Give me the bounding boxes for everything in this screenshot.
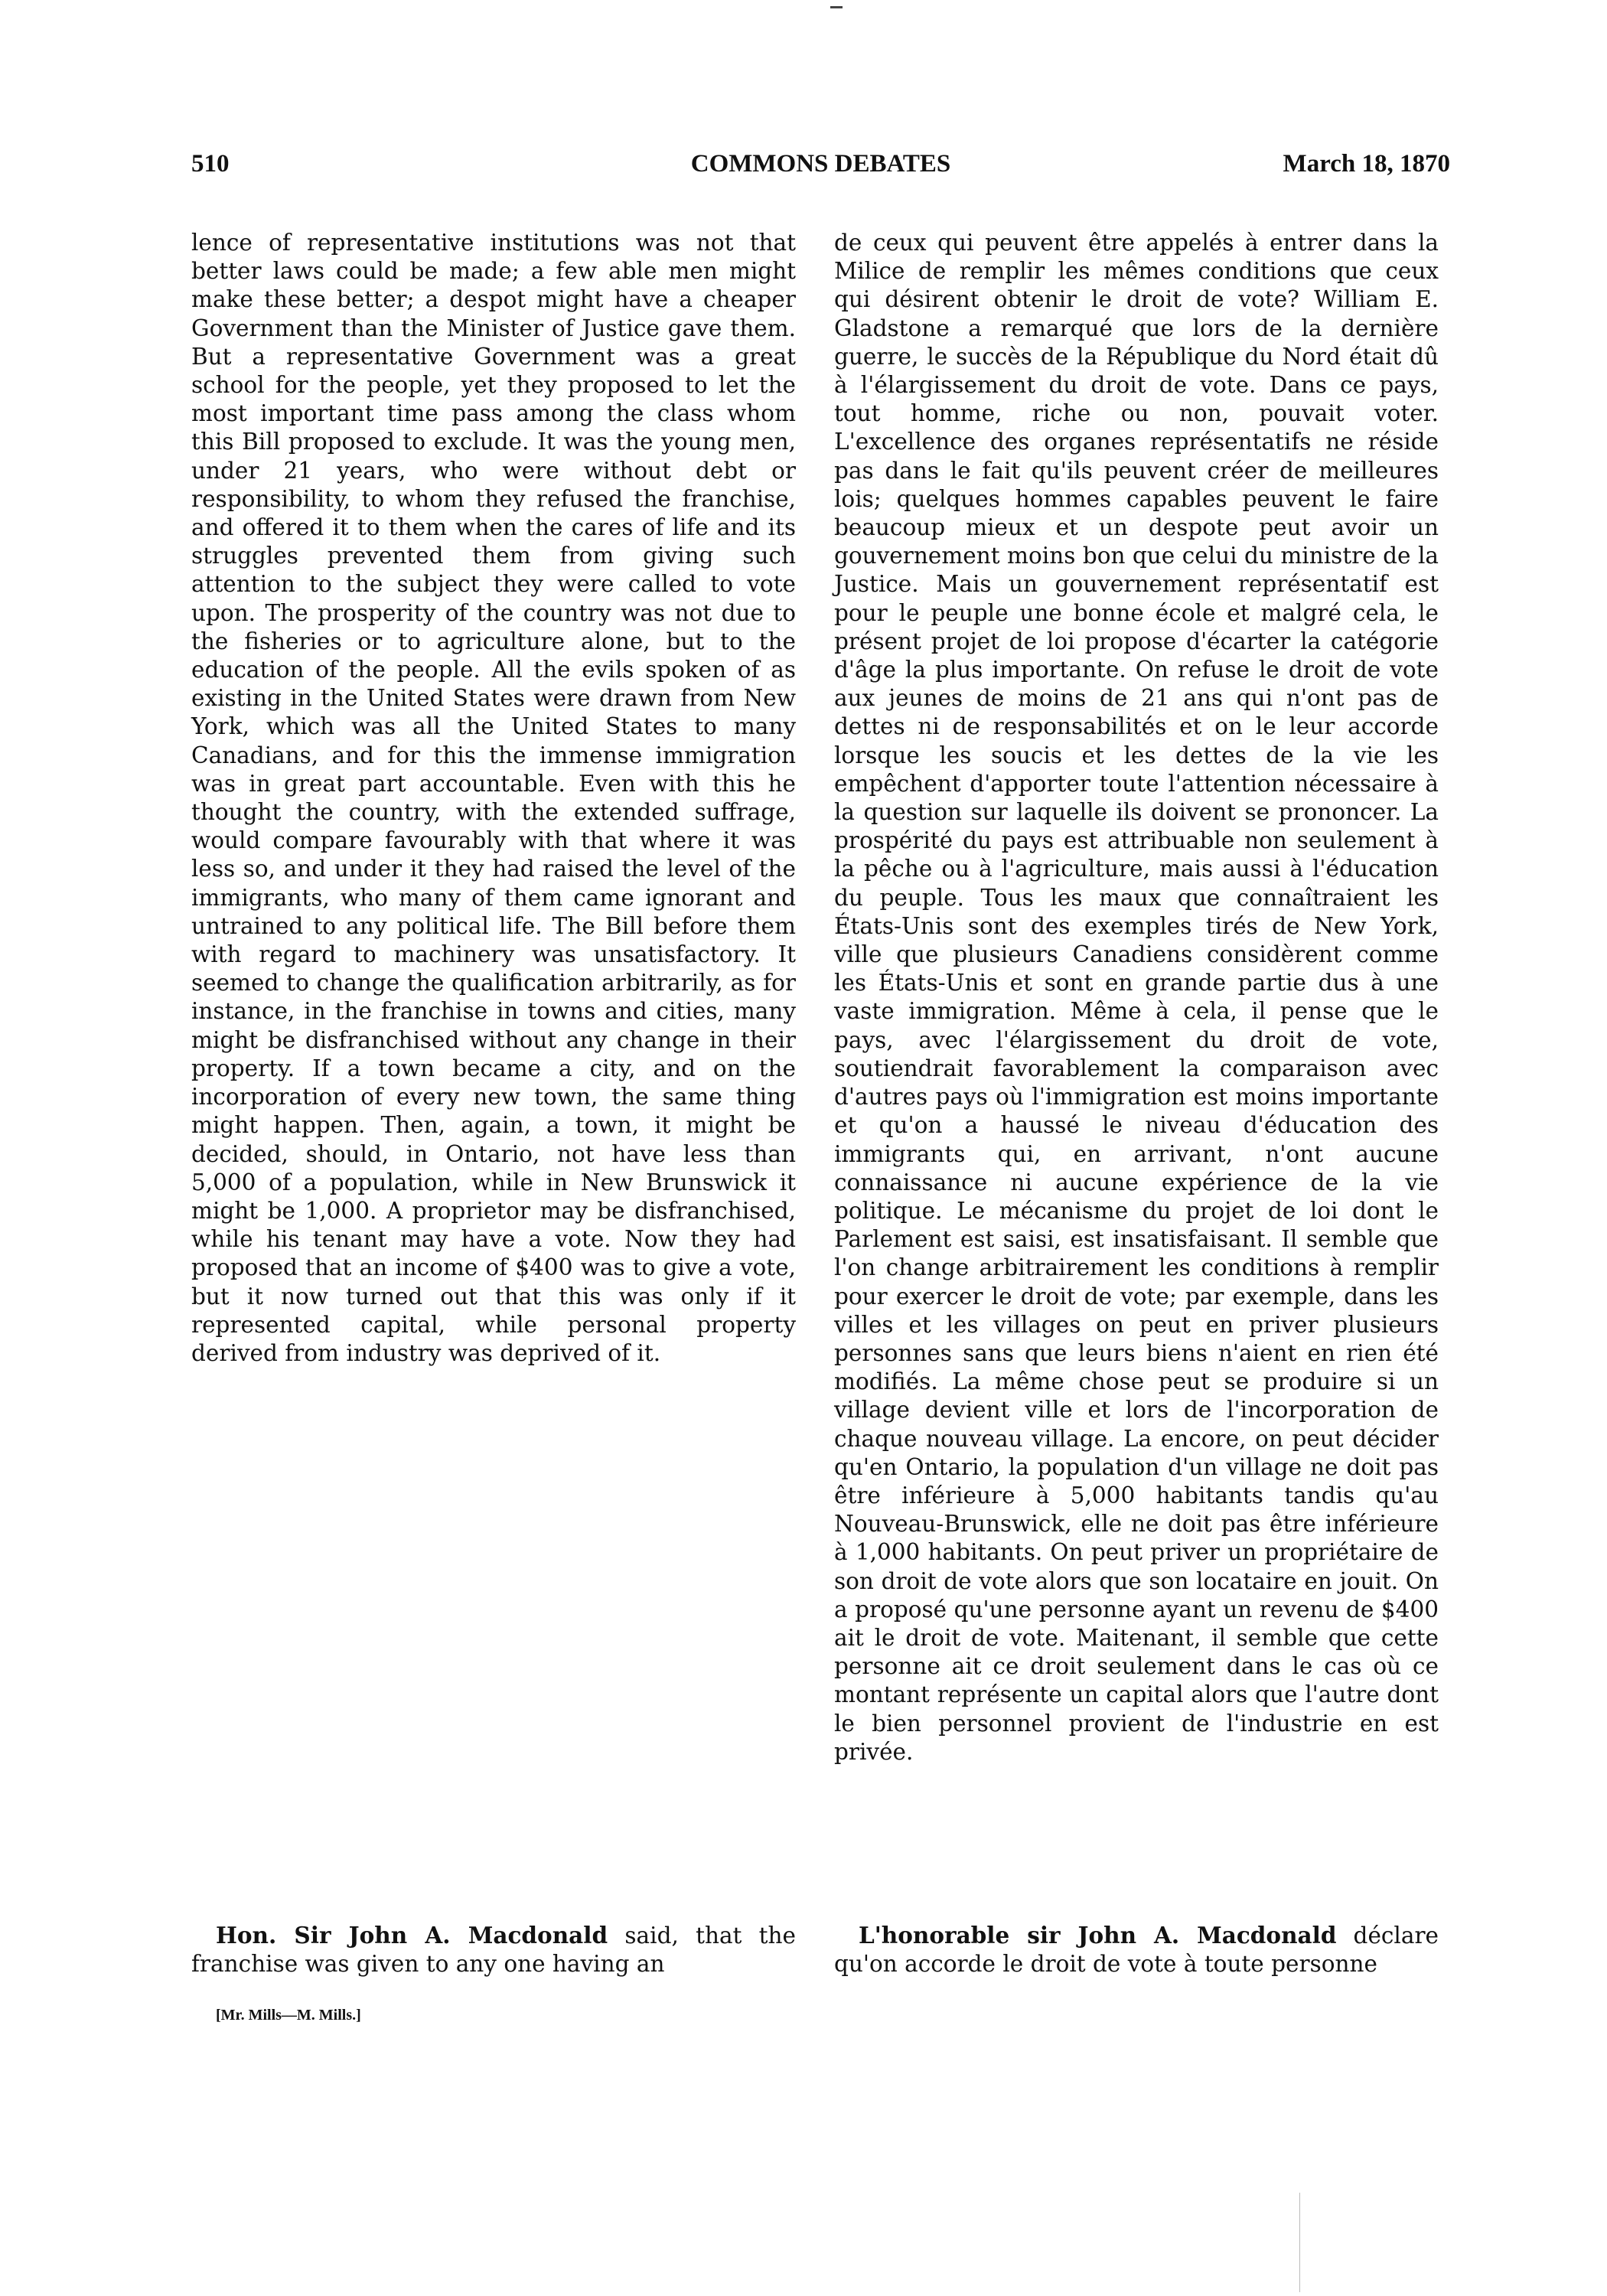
english-speaker-name: Hon. Sir John A. Macdonald <box>216 1922 608 1949</box>
scan-artifact-line <box>1299 2193 1300 2292</box>
french-column <box>834 229 1439 1766</box>
english-column <box>191 229 796 1368</box>
english-speech-text: said, that the franchise was given to any one having an <box>191 1923 796 1978</box>
journal-title: COMMONS DEBATES <box>690 150 951 178</box>
scan-mark <box>830 6 843 8</box>
footer-attribution: [Mr. Mills—M. Mills.] <box>216 2007 361 2024</box>
english-speech-paragraph <box>191 1921 796 1978</box>
french-speaker-name: L'honorable sir John A. Macdonald <box>859 1922 1337 1949</box>
english-main-paragraph: lence of representative institutions was not that better laws could be made; a few able men might make these better; a despot might have a cheaper Government than the Minister of Justice gave them. But a representative Government was a great school for the people, yet they proposed to let the most important time pass among the class whom this Bill proposed to exclude. It was the young men, under 21 years, who were without debt or responsibility, to whom they refused the franchise, and offered it to them when the cares of life and its struggles prevented them from giving such attention to the subject they were called to vote upon. The prosperity of the country was not due to the fisheries or to agriculture alone, but to the education of the people. All the evils spoken of as existing in the United States were drawn from New York, which was all the United States to many Canadians, and for this the immense immigration was in great part accountable. Even with this he thought the country, with the extended suffrage, would compare favourably with that where it was less so, and under it they had raised the level of the immigrants, who many of them came ignorant and untrained to any political life. The Bill before them with regard to machinery was unsatisfactory. It seemed to change the qualification arbitrarily, as for instance, in the franchise in towns and cities, many might be disfranchised without any change in their property. If a town became a city, and on the incorporation of every new town, the same thing might happen. Then, again, a town, it might be decided, should, in Ontario, not have less than 5,000 of a population, while in New Brunswick it might be 1,000. A proprietor may be disfranchised, while his tenant may have a vote. Now they had proposed that an income of $400 was to give a vote, but it now turned out that this was only if it represented capital, while personal property derived from industry was deprived of it. <box>191 230 796 1366</box>
french-speech <box>834 1921 1439 1978</box>
english-speech <box>191 1921 796 1978</box>
page-header <box>191 150 1450 188</box>
french-speech-paragraph <box>834 1921 1439 1978</box>
page-number: 510 <box>191 150 230 178</box>
french-main-paragraph: de ceux qui peuvent être appelés à entrer dans la Milice de remplir les mêmes conditions que ceux qui désirent obtenir le droit de vote? William E. Gladstone a remarqué que lors de la dernière guerre, le succès de la République du Nord était dû à l'élargissement du droit de vote. Dans ce pays, tout homme, riche ou non, pouvait voter. L'excellence des organes représentatifs ne réside pas dans le fait qu'ils peuvent créer de meilleures lois; quelques hommes capables peuvent le faire beaucoup mieux et un despote peut avoir un gouvernement moins bon que celui du ministre de la Justice. Mais un gouvernement représentatif est pour le peuple une bonne école et malgré cela, le présent projet de loi propose d'écarter la catégorie d'âge la plus importante. On refuse le droit de vote aux jeunes de moins de 21 ans qui n'ont pas de dettes ni de responsabilités et on le leur accorde lorsque les soucis et les dettes de la vie les empêchent d'apporter toute l'attention nécessaire à la question sur laquelle ils doivent se prononcer. La prospérité du pays est attribuable non seulement à la pêche ou à l'agriculture, mais aussi à l'éducation du peuple. Tous les maux que connaîtraient les États-Unis sont des exemples tirés de New York, ville que plusieurs Canadiens considèrent comme les États-Unis et sont en grande partie dus à une vaste immigration. Même à cela, il pense que le pays, avec l'élargissement du droit de vote, soutiendrait favorablement la comparaison avec d'autres pays où l'immigration est moins importante et qu'on a haussé le niveau d'éducation des immigrants qui, en arrivant, n'ont aucune connaissance ni aucune expérience de la vie politique. Le mécanisme du projet de loi dont le Parlement est saisi, est insatisfaisant. Il semble que l'on change arbitrairement les conditions à remplir pour exercer le droit de vote; par exemple, dans les villes et les villages on peut en priver plusieurs personnes sans que leurs biens n'aient en rien été modifiés. La même chose peut se produire si un village devient ville et lors de l'incorporation de chaque nouveau village. La encore, on peut décider qu'en Ontario, la population d'un village ne doit pas être inférieure à 5,000 habitants tandis qu'au Nouveau-Brunswick, elle ne doit pas être inférieure à 1,000 habitants. On peut priver un propriétaire de son droit de vote alors que son locataire en jouit. On a proposé qu'une personne ayant un revenu de $400 ait le droit de vote. Maitenant, il semble que cette personne ait ce droit seulement dans le cas où ce montant représente un capital alors que l'autre dont le bien personnel provient de l'industrie en est privée. <box>834 230 1439 1765</box>
header-date: March 18, 1870 <box>1283 150 1450 178</box>
french-speech-text: déclare qu'on accorde le droit de vote à toute personne <box>834 1923 1439 1978</box>
